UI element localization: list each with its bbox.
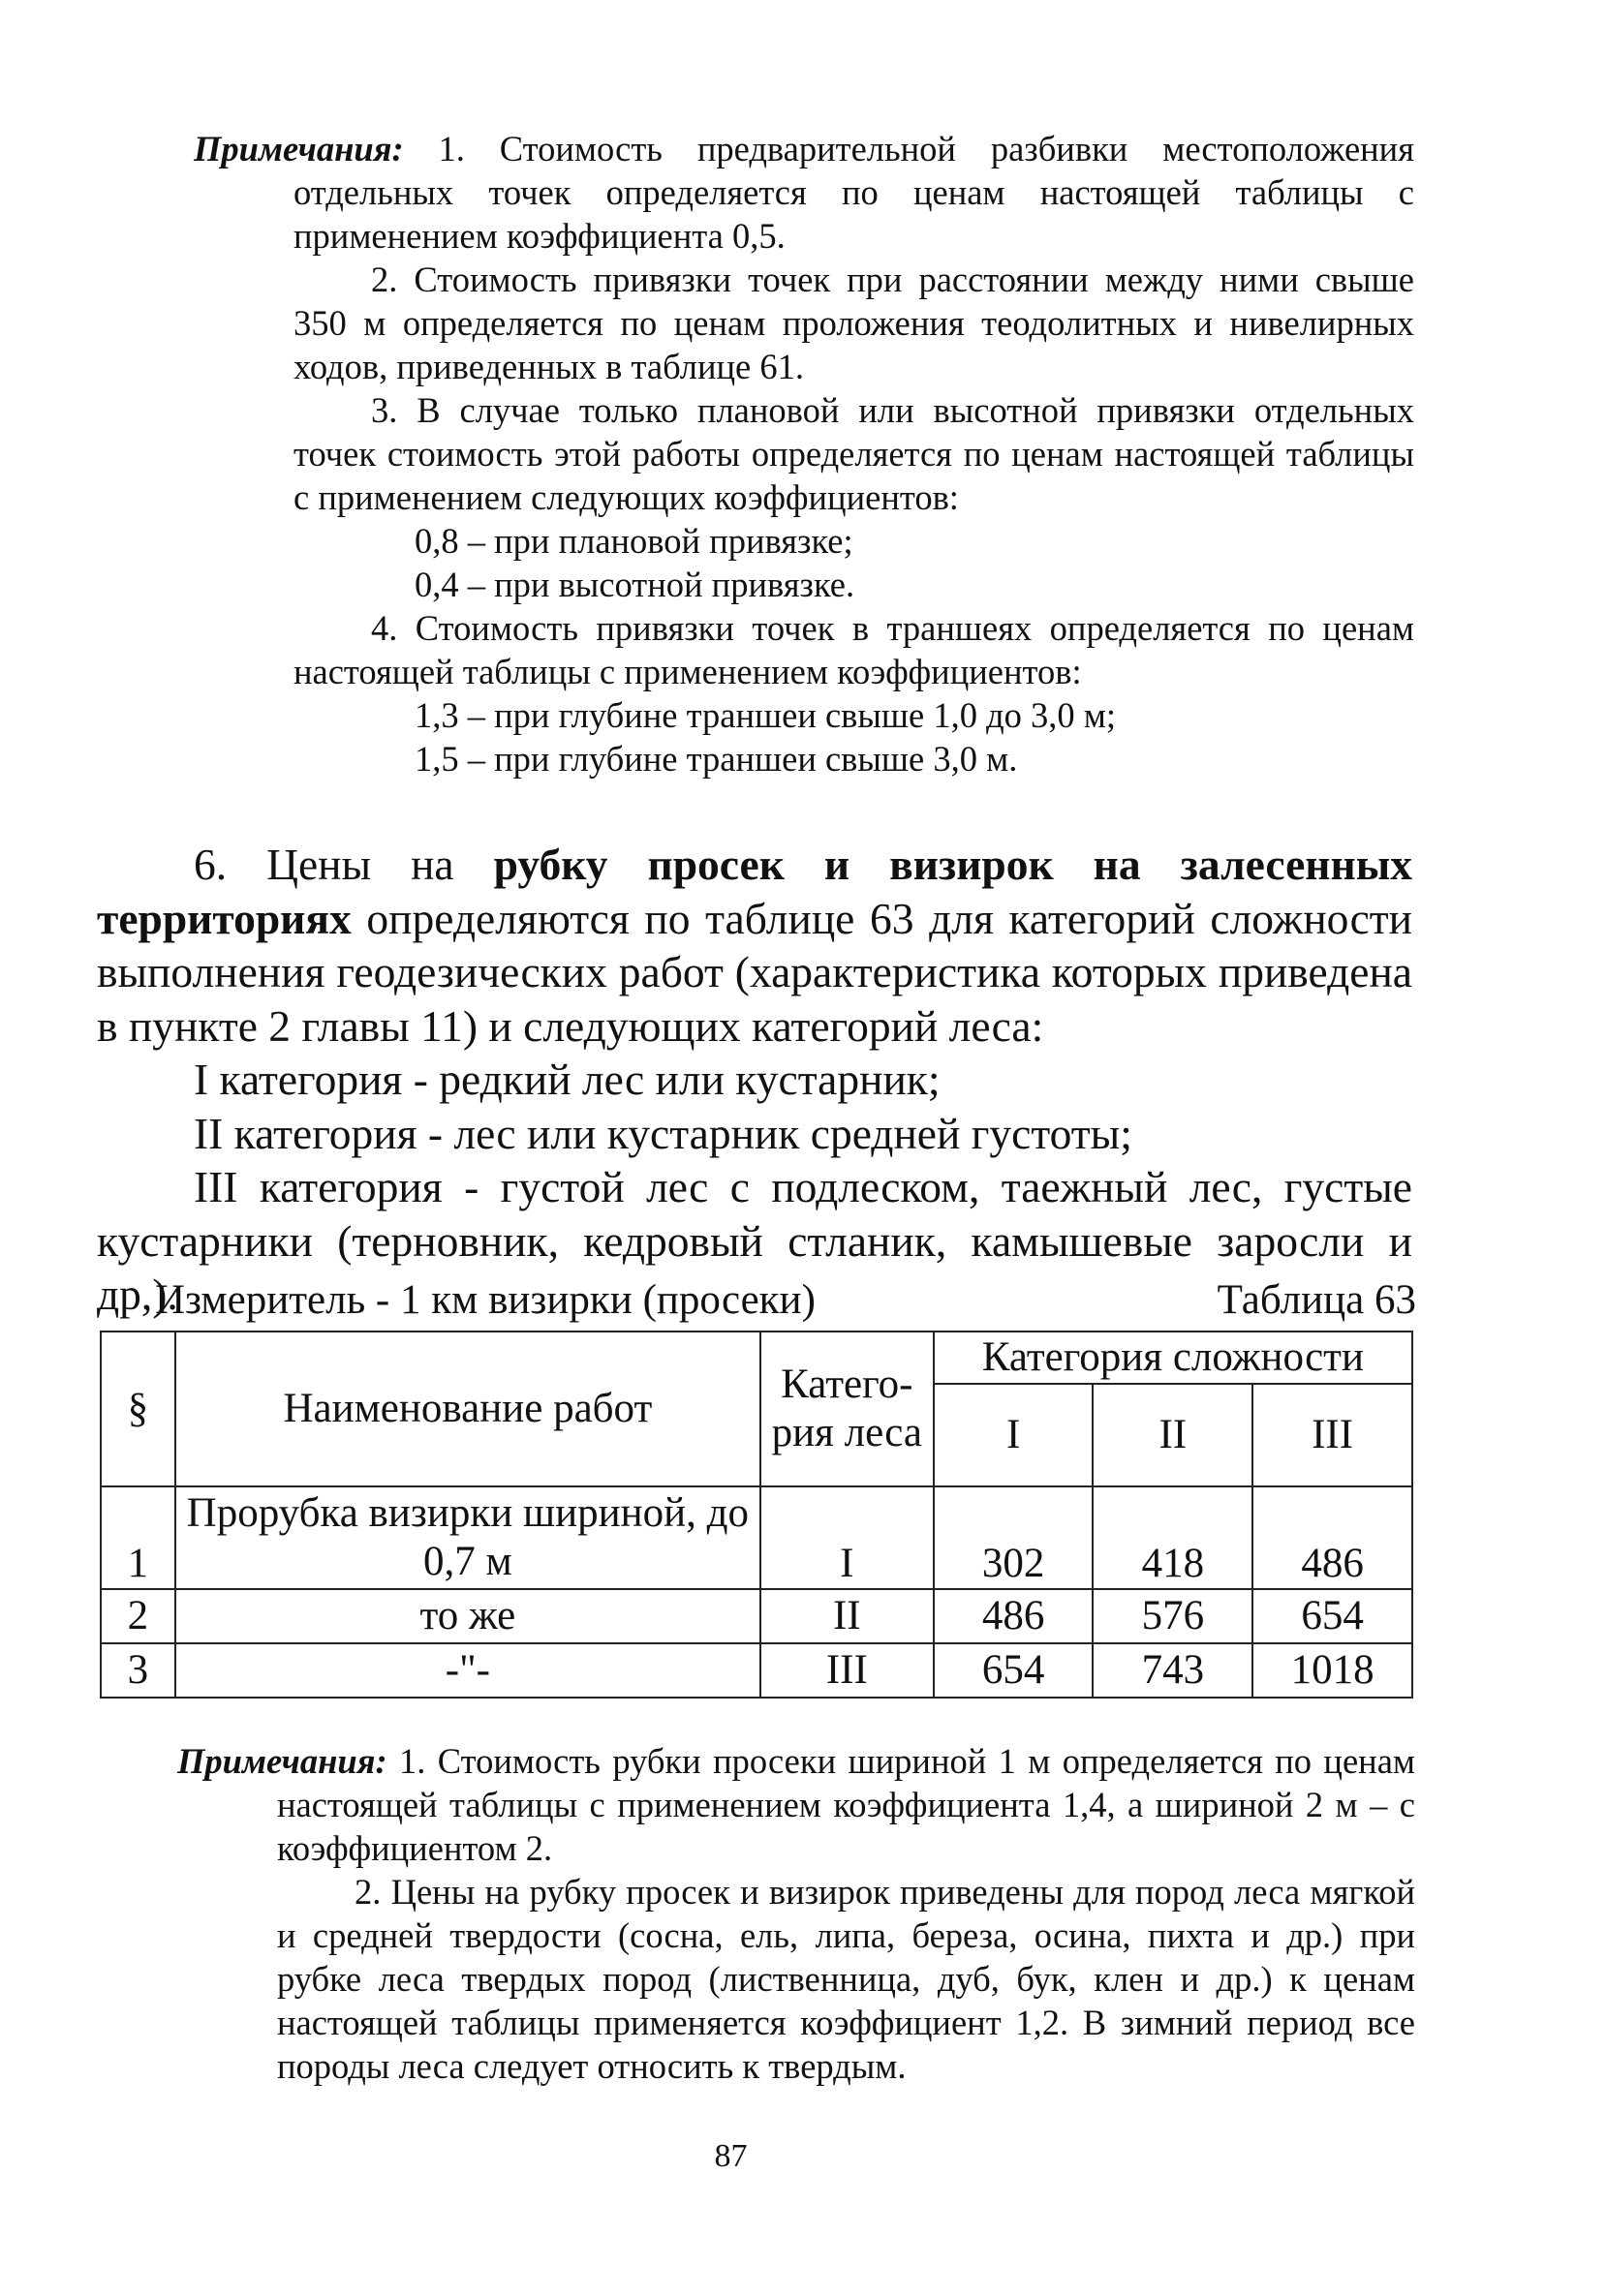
row-forest-category: II [760, 1589, 934, 1643]
notes-bottom [177, 1739, 1415, 2088]
note-bottom-2: 2. Цены на рубку просек и визирок приведены для пород леса мягкой и средней твердости (сосна, ель, липа, береза, осина, пихта и др.) при рубке леса твердых пород (лиственница, дуб, бук, клен и др.) к ценам настоящей таблицы применяется коэффициент 1,2. В зимний период все породы леса следует относить к твердым. [277, 1872, 1415, 2086]
row-value-2: 418 [1093, 1486, 1252, 1589]
note-top-3b: 0,4 – при высотной привязке. [415, 565, 855, 604]
row-number: 3 [101, 1643, 175, 1698]
note-top-3: 3. В случае только плановой или высотной привязки отдельных точек стоимость этой работы определяется по ценам настоящей таблицы с применением следующих коэффициентов: [293, 390, 1414, 517]
note-top-4a: 1,3 – при глубине траншеи свыше 1,0 до 3,0 м; [415, 695, 1117, 735]
header-paragraph-sign: § [101, 1332, 175, 1486]
table-row [101, 1643, 1412, 1698]
note-bottom-1 [177, 1739, 1415, 1870]
row-forest-category: III [760, 1643, 934, 1698]
table-row [101, 1589, 1412, 1643]
note-text: 1. Стоимость рубки просеки шириной 1 м определяется по ценам настоящей таблицы с применением коэффициента 1,4, а шириной 2 м – с коэффициентом 2. [277, 1741, 1415, 1868]
table-number: Таблица 63 [1217, 1277, 1416, 1323]
row-work-name: Прорубка визирки шириной, до 0,7 м [175, 1486, 760, 1589]
header-complexity-3: III [1252, 1384, 1412, 1486]
section-6-number: 6. Цены на [194, 840, 454, 889]
row-work-name: -"- [175, 1643, 760, 1698]
note-top-4: 4. Стоимость привязки точек в траншеях определяется по ценам настоящей таблицы с применением коэффициентов: [293, 608, 1414, 691]
note-top-2: 2. Стоимость привязки точек при расстоянии между ними свыше 350 м определяется по ценам проложения теодолитных и нивелирных ходов, приведенных в таблице 61. [293, 260, 1414, 386]
section-6-bold-term: рубку просек и визирок на залесенных территориях [97, 840, 1412, 943]
notes-top [194, 127, 1414, 781]
header-complexity: Категория сложности [934, 1332, 1412, 1384]
table-header-row [101, 1332, 1412, 1384]
section-6-paragraph [97, 838, 1412, 1053]
header-complexity-2: II [1093, 1384, 1252, 1486]
page-number: 87 [714, 2138, 748, 2174]
row-forest-category: I [760, 1486, 934, 1589]
note-top-4b: 1,5 – при глубине траншеи свыше 3,0 м. [415, 739, 1018, 779]
notes-heading: Примечания: [194, 129, 404, 168]
row-value-2: 743 [1093, 1643, 1252, 1698]
row-number: 2 [101, 1589, 175, 1643]
notes-heading: Примечания: [177, 1741, 387, 1781]
table-measure: Измеритель - 1 км визирки (просеки) [155, 1277, 816, 1323]
header-complexity-1: I [934, 1384, 1094, 1486]
row-value-3: 654 [1252, 1589, 1412, 1643]
header-forest-category: Катего-рия леса [760, 1332, 934, 1486]
header-work-name: Наименование работ [175, 1332, 760, 1486]
section-6 [97, 838, 1412, 1322]
row-number: 1 [101, 1486, 175, 1589]
row-work-name: то же [175, 1589, 760, 1643]
row-value-1: 302 [934, 1486, 1094, 1589]
row-value-1: 654 [934, 1643, 1094, 1698]
forest-category-3: III категория - густой лес с подлеском, таежный лес, густые кустарники (терновник, кедровый стланик, камышевые заросли и др,). [97, 1162, 1412, 1319]
row-value-2: 576 [1093, 1589, 1252, 1643]
table-63 [100, 1331, 1413, 1699]
forest-category-1: I категория - редкий лес или кустарник; [194, 1055, 941, 1104]
table-row [101, 1486, 1412, 1589]
note-text: 1. Стоимость предварительной разбивки местоположения отдельных точек определяется по ценам настоящей таблицы с применением коэффициента 0,5. [293, 129, 1414, 256]
row-value-1: 486 [934, 1589, 1094, 1643]
row-value-3: 1018 [1252, 1643, 1412, 1698]
note-top-3a: 0,8 – при плановой привязке; [415, 521, 853, 561]
note-top-1 [194, 127, 1414, 258]
section-6-text: определяются по таблице 63 для категорий сложности выполнения геодезических работ (характеристика которых приведена в пункте 2 главы 11) и следующих категорий леса: [97, 893, 1412, 1051]
row-value-3: 486 [1252, 1486, 1412, 1589]
forest-category-2: II категория - лес или кустарник средней густоты; [194, 1108, 1132, 1158]
